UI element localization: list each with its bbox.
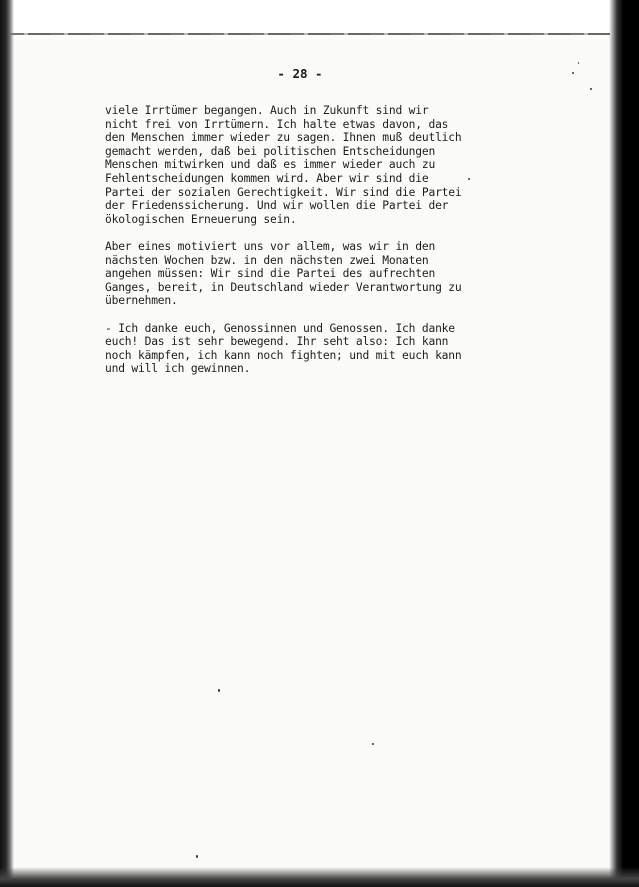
scan-left-shadow	[0, 0, 14, 887]
paragraph: - Ich danke euch, Genossinnen und Genossen. Ich danke euch! Das ist sehr bewegend. Ihr seht also: Ich kann noch kämpfen, ich kann noch fighten; und mit euch kann und will ich gewinnen.	[105, 321, 462, 376]
scan-speck	[590, 88, 592, 90]
page-number: - 28 -	[277, 66, 323, 81]
scan-speck	[196, 855, 198, 858]
paragraph: viele Irrtümer begangen. Auch in Zukunft sind wir nicht frei von Irrtümern. Ich halte etwas davon, das den Menschen immer wieder zu sagen. Ihnen muß deutlich gemacht werden, daß bei politischen Entscheidungen Menschen mitwirken und daß es immer wieder auch zu Fehlentscheidungen kommen wird. Aber wir sind die Partei der sozialen Gerechtigkeit. Wir sind die Partei der Friedenssicherung. Und wir wollen die Partei der ökologischen Erneuerung sein.	[105, 104, 462, 226]
scan-speck	[218, 689, 220, 692]
scan-right-shadow	[609, 0, 639, 887]
scan-speck	[578, 62, 579, 64]
scan-bottom-shadow	[0, 867, 639, 887]
scan-speck	[372, 743, 374, 745]
document-body	[105, 104, 525, 389]
paragraph: Aber eines motiviert uns vor allem, was wir in den nächsten Wochen bzw. in den nächsten zwei Monaten angehen müssen: Wir sind die Partei des aufrechten Ganges, bereit, in Deutschland wieder Verantwortung zu übernehmen.	[105, 239, 462, 308]
scan-top-border	[10, 33, 610, 35]
